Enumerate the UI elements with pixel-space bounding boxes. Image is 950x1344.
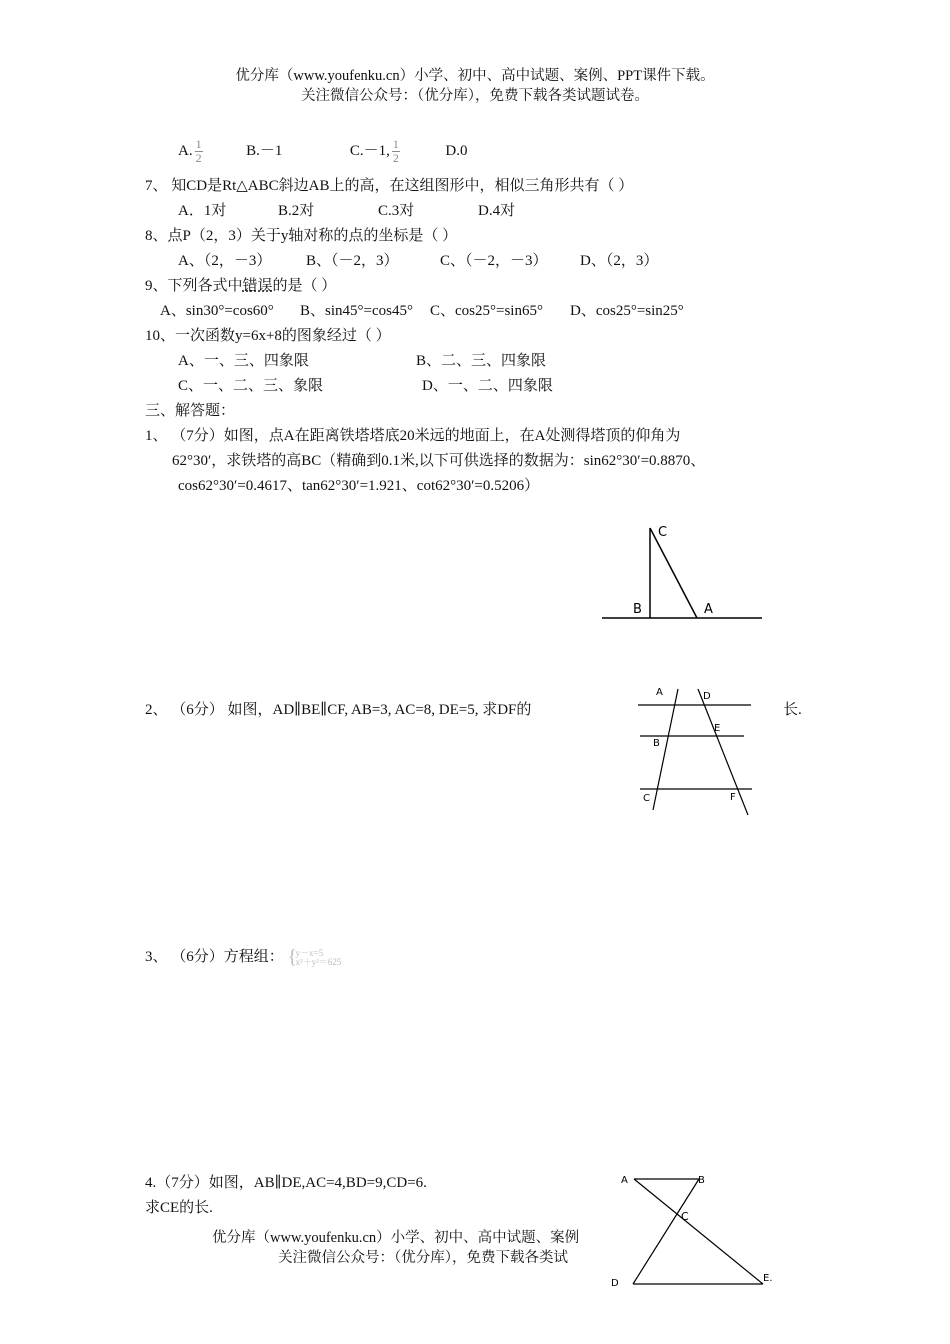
header-line-1: 优分库（www.youfenku.cn）小学、初中、高中试题、案例、PPT课件下载。 (235, 68, 715, 84)
q10-stem: 10、一次函数y=6x+8的图象经过（ ） (145, 328, 391, 344)
q10-option-a: A、一、三、四象限 (178, 353, 309, 369)
fraction-half: $\frac{1}{2}$ (195, 137, 202, 165)
label-f: F (730, 792, 736, 803)
p3-text: 3、 （6分）方程组： { y－x=5 x²＋y²＝625 (145, 947, 341, 967)
q10-option-d: D、一、二、四象限 (422, 378, 553, 394)
q7-option-b: B.2对 (278, 203, 315, 219)
transversal-right (698, 689, 748, 815)
q9-stem: 9、下列各式中错误的是（ ） (145, 278, 337, 294)
q6-options (178, 138, 467, 165)
label-a: A (704, 602, 713, 617)
p4-line-2: 求CE的长. (145, 1200, 213, 1216)
q9-option-c: C、cos25°=sin65° (430, 303, 543, 319)
p1-line-1: 1、 （7分）如图，点A在距离铁塔塔底20米远的地面上，在A处测得塔顶的仰角为 (145, 428, 681, 444)
q6-option-a: A. $\frac{1}{2}$ (178, 137, 202, 165)
q10-option-c: C、一、二、三、象限 (178, 378, 324, 394)
q8-option-a: A、（2，－3） (178, 253, 272, 269)
label-c: C (658, 525, 668, 540)
label-b: B (653, 738, 660, 749)
header-line-2: 关注微信公众号：（优分库），免费下载各类试题试卷。 (301, 88, 649, 104)
q8-option-d: D、（2，3） (580, 253, 659, 269)
q7-stem: 7、 知CD是Rt△ABC斜边AB上的高，在这组图形中，相似三角形共有（ ） (145, 178, 634, 194)
q8-option-c: C、（－2，－3） (440, 253, 548, 269)
fraction-half: $\frac{1}{2}$ (392, 137, 399, 165)
q6-option-c: C.－1, $\frac{1}{2}$ (349, 137, 399, 165)
q8-option-b: B、（－2，3） (306, 253, 399, 269)
label-e: E. (763, 1273, 773, 1284)
label-c: C (681, 1210, 689, 1223)
label-a: A (621, 1175, 628, 1186)
q7-option-c: C.3对 (378, 203, 415, 219)
transversal-left (653, 689, 678, 810)
p4-figure (605, 1165, 785, 1290)
q10-option-b: B、二、三、四象限 (416, 353, 547, 369)
p2-text-end: 长. (783, 702, 802, 718)
section-title: 三、解答题： (145, 403, 236, 419)
p2-text: 2、 （6分） 如图，AD∥BE∥CF, AB=3, AC=8, DE=5, 求DF的 (145, 702, 532, 718)
q9-option-d: D、cos25°=sin25° (570, 303, 684, 319)
figure-background (630, 1170, 790, 1288)
equation-system: { y－x=5 x²＋y²＝625 (288, 949, 342, 967)
q6-option-d: D.0 (445, 142, 468, 159)
q8-stem: 8、点P（2，3）关于y轴对称的点的坐标是（ ） (145, 228, 458, 244)
p1-line-2: 62°30′，求铁塔的高BC（精确到0.1米,以下可供选择的数据为：sin62°30′=0.8870、 (172, 453, 706, 469)
p4-line-1: 4.（7分）如图，AB∥DE,AC=4,BD=9,CD=6. (145, 1175, 427, 1191)
p2-figure (636, 683, 756, 818)
p1-figure (600, 520, 765, 625)
q9-option-a: A、sin30°=cos60° (160, 303, 274, 319)
label-d: D (703, 691, 711, 702)
label-e: E (714, 723, 721, 734)
q7-option-a: A．1对 (178, 203, 227, 219)
p1-line-3: cos62°30′=0.4617、tan62°30′=1.921、cot62°30′=0.5206） (178, 478, 540, 494)
label-b: B (698, 1175, 705, 1186)
label-b: B (633, 602, 642, 617)
label-d: D (611, 1278, 619, 1289)
footer-line-1: 优分库（www.youfenku.cn）小学、初中、高中试题、案例 (212, 1230, 580, 1246)
q9-option-b: B、sin45°=cos45° (300, 303, 413, 319)
label-c: C (643, 793, 650, 804)
q7-option-d: D.4对 (478, 203, 516, 219)
q6-option-b: B.－1 (246, 142, 283, 159)
footer-line-2: 关注微信公众号：（优分库），免费下载各类试 (278, 1250, 568, 1266)
hypotenuse-line (650, 528, 697, 618)
label-a: A (656, 687, 663, 698)
